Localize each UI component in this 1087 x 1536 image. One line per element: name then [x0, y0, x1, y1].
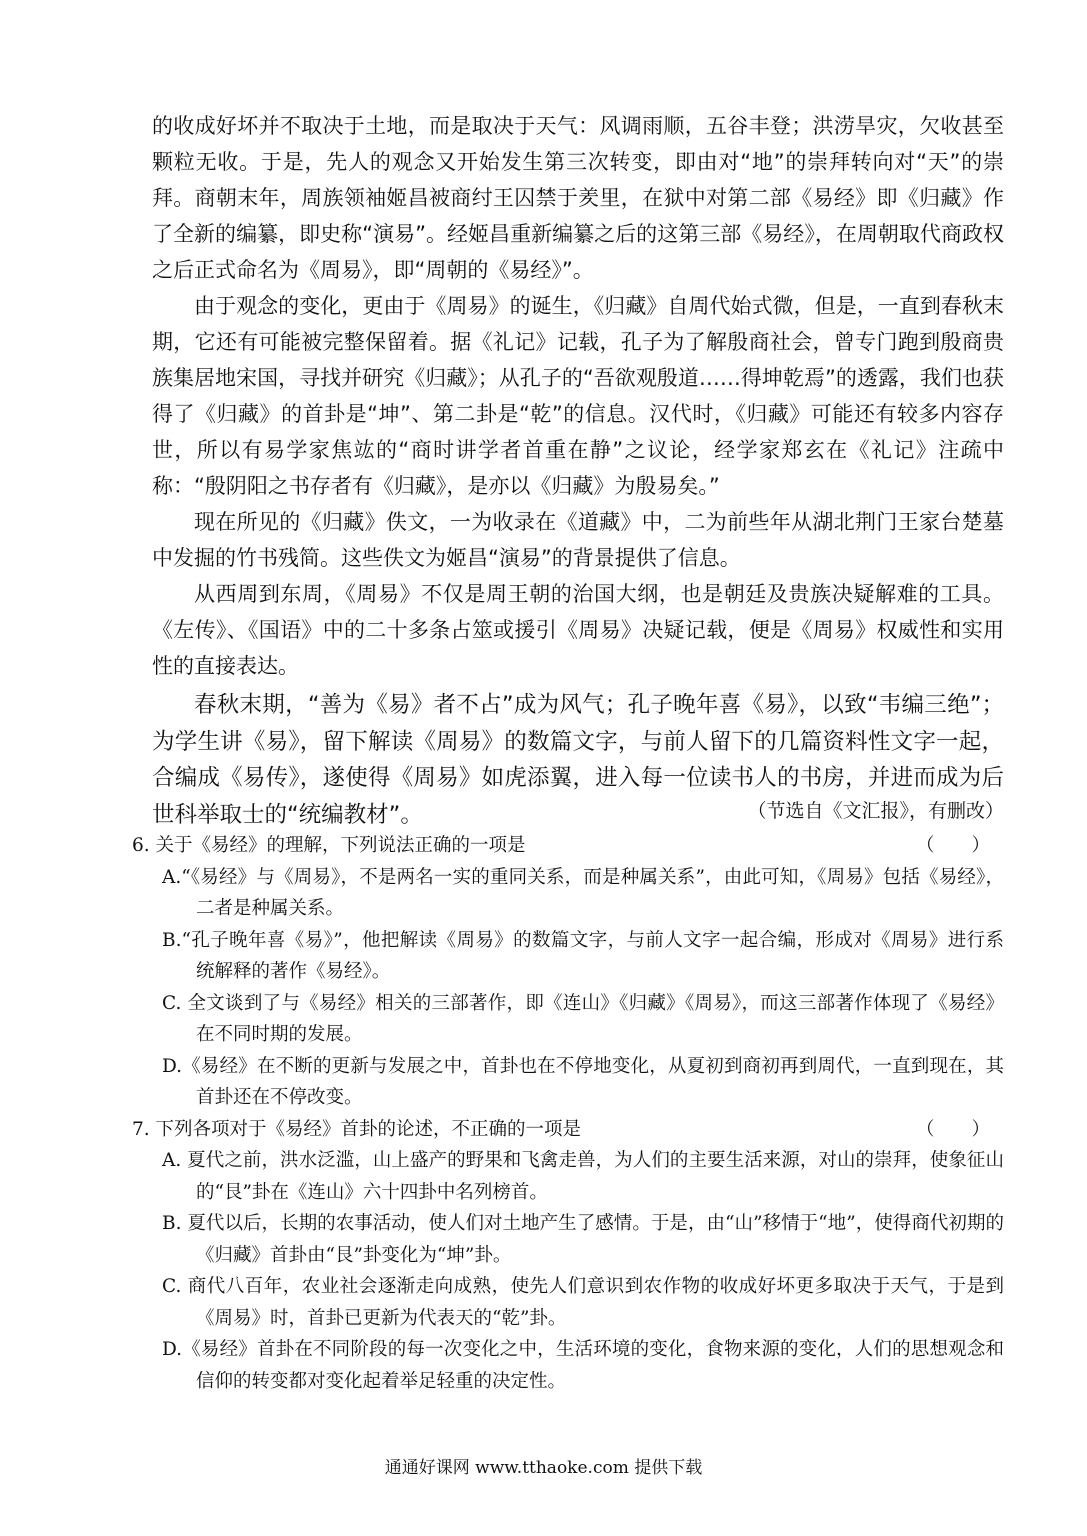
question-7-option-c: C. 商代八百年，农业社会逐渐走向成熟，使先人们意识到农作物的收成好坏更多取决于天气，于是到《周易》时，首卦已更新为代表天的“乾”卦。 [162, 1276, 1004, 1329]
question-7-options [132, 1145, 1004, 1397]
question-7-stem: 7. 下列各项对于《易经》首卦的论述，不正确的一项是 [132, 1118, 582, 1140]
question-6-option-b: B.“孔子晚年喜《易》”，他把解读《周易》的数篇文字，与前人文字一起合编，形成对《周易》进行系统解释的著作《易经》。 [162, 929, 1004, 982]
question-7-option-b: B. 夏代以后，长期的农事活动，使人们对土地产生了感情。于是，由“山”移情于“地”，使得商代初期的《归藏》首卦由“艮”卦变化为“坤”卦。 [162, 1213, 1004, 1266]
passage-paragraph-1: 的收成好坏并不取决于土地，而是取决于天气：风调雨顺，五谷丰登；洪涝旱灾，欠收甚至颗粒无收。于是，先人的观念又开始发生第三次转变，即由对“地”的崇拜转向对“天”的崇拜。商朝末年，周族领袖姬昌被商纣王囚禁于羑里，在狱中对第二部《易经》即《归藏》作了全新的编纂，即史称“演易”。经姬昌重新编纂之后的这第三部《易经》，在周朝取代商政权之后正式命名为《周易》，即“周朝的《易经》”。 [152, 114, 1004, 282]
question-6-option-c: C. 全文谈到了与《易经》相关的三部著作，即《连山》《归藏》《周易》，而这三部著作体现了《易经》在不同时期的发展。 [162, 992, 1004, 1045]
reading-passage [152, 108, 1004, 833]
passage-paragraph-5: 春秋末期，“善为《易》者不占”成为风气；孔子晚年喜《易》，以致“韦编三绝”；为学生讲《易》，留下解读《周易》的数篇文字，与前人留下的几篇资料性文字一起，合编成《易传》，遂使得《周易》如虎添翼，进入每一位读书人的书房，并进而成为后世科举取士的“统编教材”。 [152, 692, 1004, 828]
question-6 [132, 830, 1004, 1114]
question-6-stem: 6. 关于《易经》的理解，下列说法正确的一项是 [132, 835, 526, 856]
question-6-option-d: D.《易经》在不断的更新与发展之中，首卦也在不停地变化，从夏初到商初再到周代，一直到现在，其首卦还在不停改变。 [162, 1055, 1004, 1108]
question-6-options [132, 862, 1004, 1114]
page-footer: 通通好课网 www.tthaoke.com 提供下载 [384, 1458, 703, 1478]
question-7-option-d: D.《易经》首卦在不同阶段的每一次变化之中，生活环境的变化，食物来源的变化，人们的思想观念和信仰的转变都对变化起着举足轻重的决定性。 [162, 1339, 1004, 1392]
question-7-option-a: A. 夏代之前，洪水泛滥，山上盛产的野果和飞禽走兽，为人们的主要生活来源，对山的崇拜，使象征山的“艮”卦在《连山》六十四卦中名列榜首。 [162, 1150, 1004, 1203]
passage-source: （节选自《文汇报》，有删改） [747, 800, 1004, 822]
question-6-answer-bracket: （ ） [915, 835, 990, 856]
question-6-option-a: A.“《易经》与《周易》，不是两名一实的重同关系，而是种属关系”，由此可知，《周易》包括《易经》，二者是种属关系。 [162, 866, 1004, 919]
passage-paragraph-4: 从西周到东周，《周易》不仅是周王朝的治国大纲，也是朝廷及贵族决疑解难的工具。《左传》、《国语》中的二十多条占筮或援引《周易》决疑记载，便是《周易》权威性和实用性的直接表达。 [152, 582, 1004, 678]
passage-paragraph-3: 现在所见的《归藏》佚文，一为收录在《道藏》中，二为前些年从湖北荆门王家台楚墓中发掘的竹书残简。这些佚文为姬昌“演易”的背景提供了信息。 [152, 510, 1004, 570]
question-7-stem-line [132, 1114, 1004, 1146]
question-6-stem-line [132, 830, 1004, 862]
passage-paragraph-2: 由于观念的变化，更由于《周易》的诞生，《归藏》自周代始式微，但是，一直到春秋末期，它还有可能被完整保留着。据《礼记》记载，孔子为了解殷商社会，曾专门跑到殷商贵族集居地宋国，寻找并研究《归藏》；从孔子的“吾欲观殷道……得坤乾焉”的透露，我们也获得了《归藏》的首卦是“坤”、第二卦是“乾”的信息。汉代时，《归藏》可能还有较多内容存世，所以有易学家焦竑的“商时讲学者首重在静”之议论，经学家郑玄在《礼记》注疏中称：“殷阴阳之书存者有《归藏》，是亦以《归藏》为殷易矣。” [152, 294, 1004, 498]
question-7 [132, 1114, 1004, 1398]
question-7-answer-bracket: （ ） [915, 1118, 990, 1140]
question-list [132, 830, 1004, 1397]
